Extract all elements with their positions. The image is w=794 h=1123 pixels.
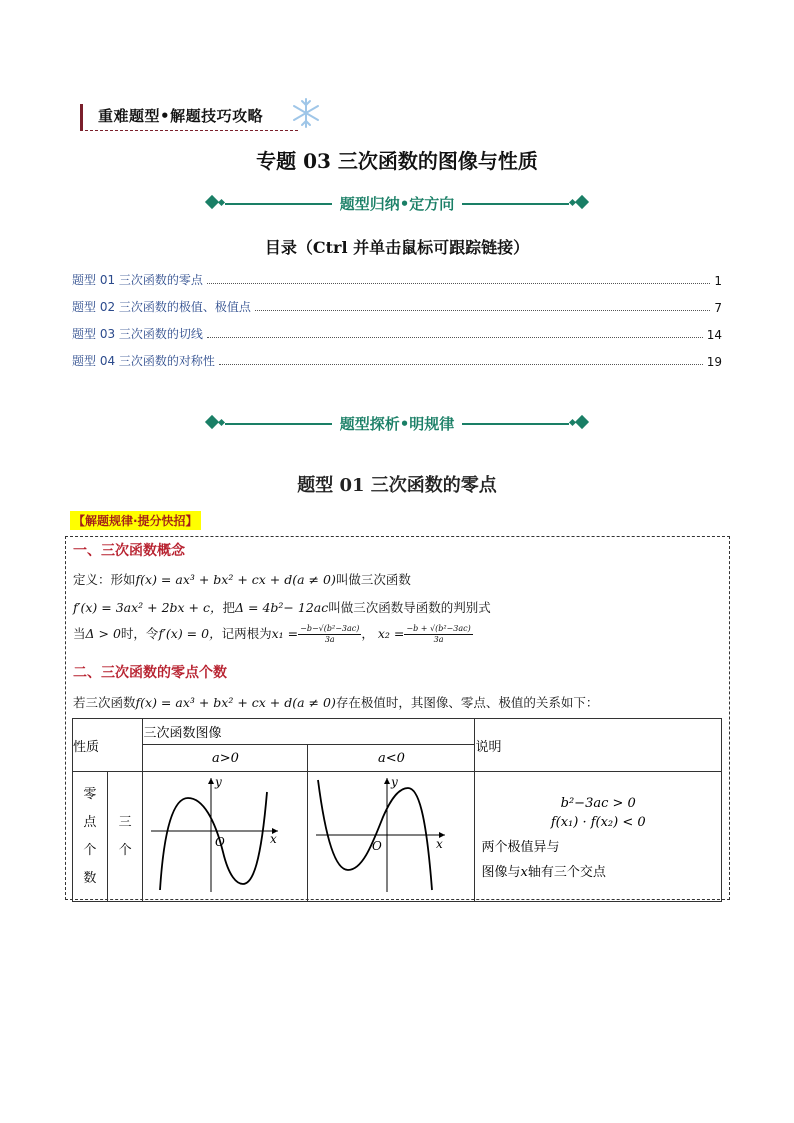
row-label: 零 点 个 数 — [73, 772, 108, 902]
graph-a-negative — [308, 772, 475, 902]
heading-zero-count: 二、三次函数的零点个数 — [73, 665, 227, 681]
toc-item[interactable]: 题型 03 三次函数的切线 14 — [72, 327, 722, 342]
row-count: 三 个 — [107, 772, 143, 902]
document-title: 专题 03 三次函数的图像与性质 — [256, 149, 538, 173]
toc-title: 目录（Ctrl 并单击鼠标可跟踪链接） — [264, 238, 530, 257]
header-dashed-rule — [80, 130, 298, 131]
heading-concept: 一、三次函数概念 — [73, 543, 185, 559]
properties-table — [72, 718, 722, 902]
axis-x-label: x — [436, 837, 444, 851]
origin-label: O — [372, 839, 383, 853]
x2-fraction: $\frac{\text{−b + √(b²−3ac)}}{3a}$ — [406, 624, 471, 644]
header-accent-bar — [80, 104, 83, 130]
roots-line: 当Δ > 0时，令f′(x) = 0，记两根为x₁ = $\frac{\text{−b−√(b²−3ac)}}{3a}$ ， x₂ = $\frac{\text{−b + √(b²−3ac)}}{3a}$ — [73, 624, 471, 644]
axis-x-label: x — [270, 832, 278, 846]
x1-fraction: $\frac{\text{−b−√(b²−3ac)}}{3a}$ — [300, 624, 360, 644]
derivative-line: f′(x) = 3ax² + 2bx + c，把Δ = 4b²− 12ac叫做三次函数导函数的判别式 — [73, 600, 491, 615]
tip-label: 【解题规律·提分快招】 — [70, 511, 201, 530]
axis-y-label: y — [215, 775, 223, 789]
subheader-a-negative: a<0 — [308, 745, 475, 772]
section-title: 题型 01 三次函数的零点 — [297, 475, 497, 496]
banner-type-analysis — [205, 413, 589, 435]
snowflake-icon — [289, 96, 323, 130]
note-cell: b²−3ac > 0 f(x₁) · f(x₂) < 0 两个极值异与 图像与x轴有三个交点 — [475, 772, 722, 902]
origin-label: O — [215, 835, 226, 849]
header-note: 说明 — [475, 719, 722, 772]
relation-line: 若三次函数f(x) = ax³ + bx² + cx + d(a ≠ 0)存在极值时，其图像、零点、极值的关系如下： — [73, 695, 599, 710]
toc-item[interactable]: 题型 02 三次函数的极值、极值点 7 — [72, 300, 722, 315]
banner-type-summary — [205, 193, 589, 215]
toc-item[interactable]: 题型 04 三次函数的对称性 19 — [72, 354, 722, 369]
cubic-curve-positive — [160, 792, 267, 890]
toc-item[interactable]: 题型 01 三次函数的零点 1 — [72, 273, 722, 288]
header-property: 性质 — [73, 719, 143, 772]
header-tag: 重难题型•解题技巧攻略 — [98, 107, 264, 125]
banner-label: 题型探析•明规律 — [332, 415, 463, 433]
definition-line: 定义：形如f(x) = ax³ + bx² + cx + d(a ≠ 0)叫做三次函数 — [73, 572, 411, 587]
graph-a-positive — [143, 772, 308, 902]
subheader-a-positive: a>0 — [143, 745, 308, 772]
header-graph: 三次函数图像 — [143, 719, 475, 745]
banner-label: 题型归纳•定方向 — [332, 195, 463, 213]
axis-y-label: y — [391, 775, 399, 789]
